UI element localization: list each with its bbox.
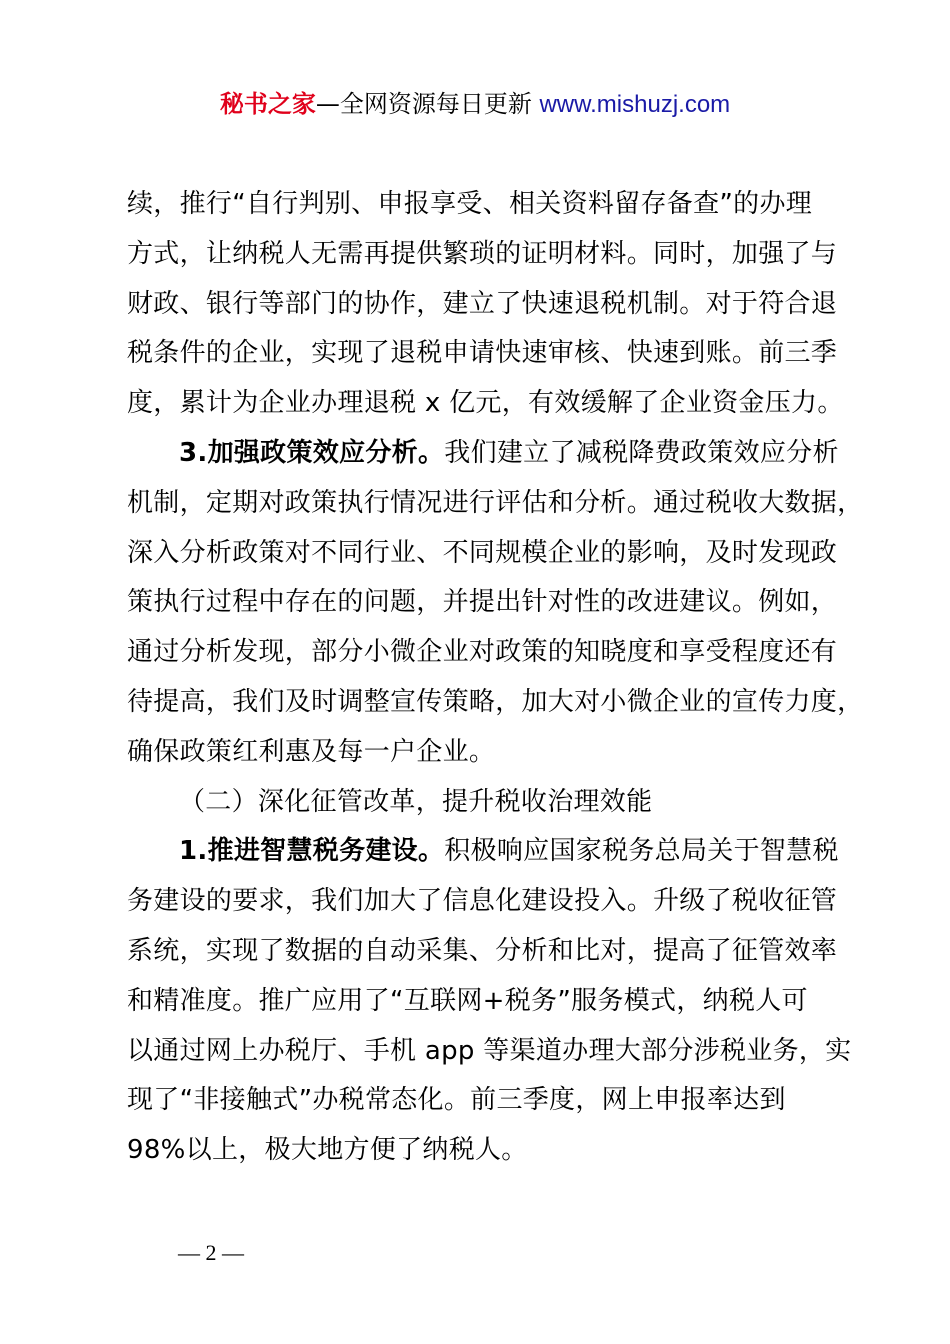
body-line: 策执行过程中存在的问题，并提出针对性的改进建议。例如， (127, 587, 838, 618)
body-line: 方式，让纳税人无需再提供繁琐的证明材料。同时，加强了与 (127, 238, 838, 269)
body-line: 通过分析发现，部分小微企业对政策的知晓度和享受程度还有 (127, 637, 838, 668)
body-line: 现了“非接触式”办税常态化。前三季度，网上申报率达到 (127, 1085, 786, 1116)
body-line: 财政、银行等部门的协作，建立了快速退税机制。对于符合退 (127, 288, 838, 319)
body-line: 度，累计为企业办理退税 x 亿元，有效缓解了企业资金压力。 (127, 388, 844, 419)
page-number: — 2 — (178, 1240, 244, 1265)
body-line: 确保政策红利惠及每一户企业。 (127, 736, 496, 767)
body-line: 98%以上，极大地方便了纳税人。 (127, 1135, 528, 1166)
body-line: 待提高，我们及时调整宣传策略，加大对小微企业的宣传力度， (127, 686, 864, 717)
body-line: 我们建立了减税降费政策效应分析 (444, 437, 839, 468)
body-line: 系统，实现了数据的自动采集、分析和比对，提高了征管效率 (127, 935, 838, 966)
document-body (127, 184, 864, 1180)
paragraph-3-first-line (127, 433, 855, 483)
paragraph-1-first-line (127, 831, 855, 881)
body-line: 积极响应国家税务总局关于智慧税 (444, 836, 839, 867)
subsection-title: （二）深化征管改革，提升税收治理效能 (179, 786, 653, 817)
body-line: 以通过网上办税厅、手机 app 等渠道办理大部分涉税业务，实 (127, 1035, 852, 1066)
site-header (0, 86, 950, 123)
site-url[interactable]: www.mishuzj.com (539, 91, 731, 118)
body-line: 续，推行“自行判别、申报享受、相关资料留存备查”的办理 (127, 189, 813, 219)
body-line: 和精准度。推广应用了“互联网+税务”服务模式，纳税人可 (127, 985, 808, 1016)
section-1-heading: 1.推进智慧税务建设。 (179, 836, 445, 867)
body-line: 务建设的要求，我们加大了信息化建设投入。升级了税收征管 (127, 886, 838, 917)
body-line: 税条件的企业，实现了退税申请快速审核、快速到账。前三季 (127, 338, 838, 369)
brand-name: 秘书之家 (219, 90, 316, 118)
body-line: 机制，定期对政策执行情况进行评估和分析。通过税收大数据， (127, 487, 864, 518)
section-3-heading: 3.加强政策效应分析。 (179, 437, 445, 468)
body-line: 深入分析政策对不同行业、不同规模企业的影响，及时发现政 (127, 537, 838, 568)
header-tagline: —全网资源每日更新 (315, 90, 540, 118)
